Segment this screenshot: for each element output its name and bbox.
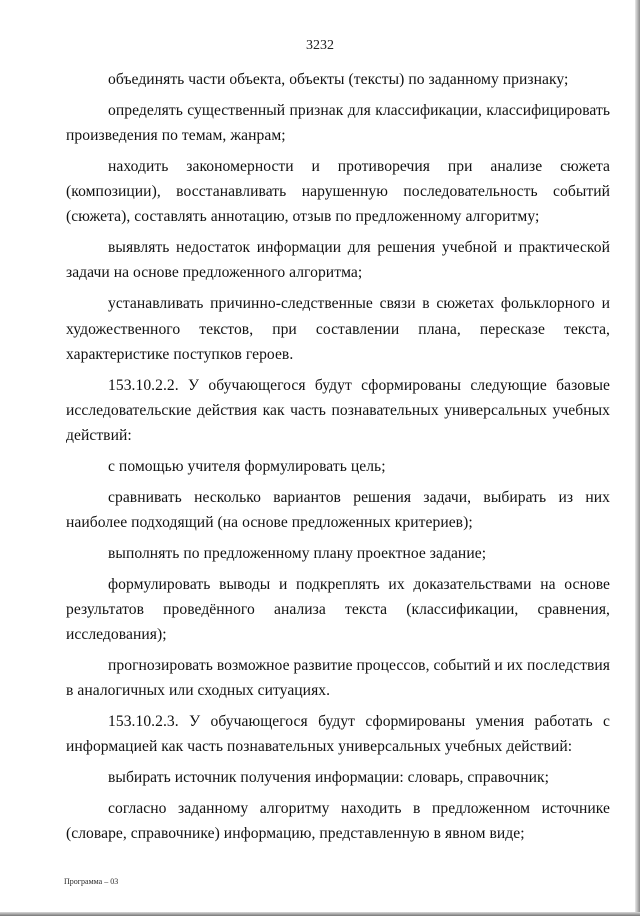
paragraph: сравнивать несколько вариантов решения задачи, выбирать из них наиболее подходящий (на основе предложенных критериев);: [66, 488, 610, 532]
page-footer: Программа – 03: [64, 877, 119, 886]
paragraph: согласно заданному алгоритму находить в предложенном источнике (словаре, справочнике) информацию, представленную в явном виде;: [66, 800, 610, 843]
paragraph: с помощью учителя формулировать цель;: [108, 457, 386, 475]
paragraph: объединять части объекта, объекты (тексты) по заданному признаку;: [108, 71, 569, 88]
page-body: [66, 67, 610, 852]
paragraph: выявлять недостаток информации для решения учебной и практической задачи на основе предложенного алгоритма;: [66, 239, 610, 282]
paragraph: устанавливать причинно-следственные связи в сюжетах фольклорного и художественного текстов, при составлении плана, пересказе текста, характеристике поступков героев.: [66, 295, 610, 363]
scan-edge-bottom: [0, 912, 640, 916]
paragraph: выполнять по предложенному плану проектное задание;: [108, 544, 487, 562]
paragraph: формулировать выводы и подкреплять их доказательствами на основе результатов проведённого анализа текста (классификации, сравнения, исследования);: [66, 575, 610, 644]
section-heading-paragraph: 153.10.2.2. У обучающегося будут сформированы следующие базовые исследовательские действия как часть познавательных универсальных учебных действий:: [66, 376, 610, 445]
paragraph: находить закономерности и противоречия при анализе сюжета (композиции), восстанавливать нарушенную последовательность событий (сюжета), составлять аннотацию, отзыв по предложенному алгоритму;: [66, 157, 610, 226]
paragraph: прогнозировать возможное развитие процессов, событий и их последствия в аналогичных или сходных ситуациях.: [66, 657, 610, 700]
page-number: 3232: [306, 38, 334, 53]
section-heading-paragraph: 153.10.2.3. У обучающегося будут сформированы умения работать с информацией как часть познавательных универсальных учебных действий:: [66, 713, 610, 756]
paragraph: выбирать источник получения информации: словарь, справочник;: [108, 769, 550, 787]
scan-edge-right: [635, 0, 640, 916]
paragraph: определять существенный признак для классификации, классифицировать произведения по темам, жанрам;: [66, 101, 610, 145]
